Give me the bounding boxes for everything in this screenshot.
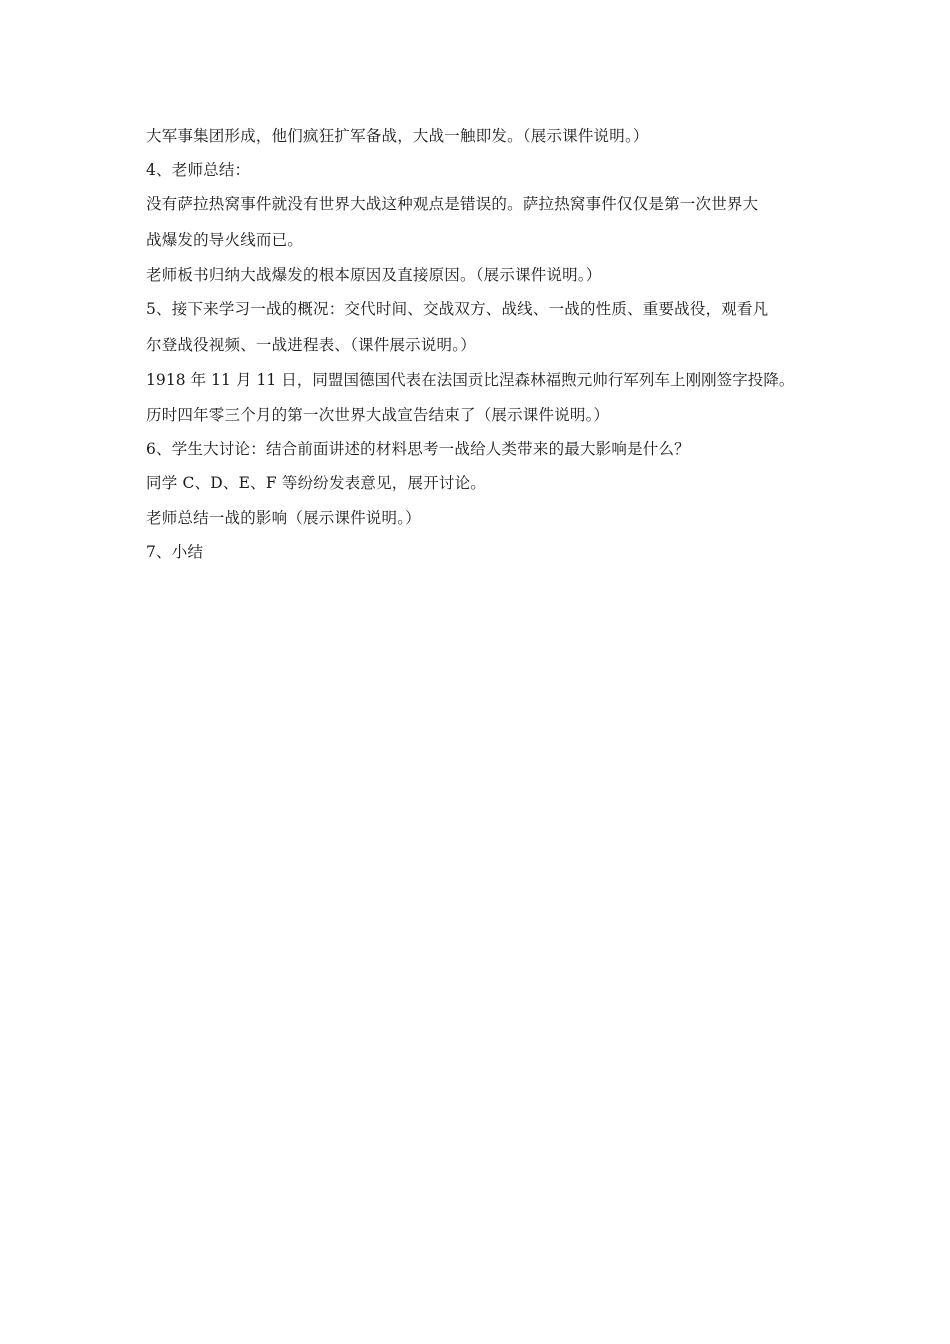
paragraph-line: 历时四年零三个月的第一次世界大战宣告结束了（展示课件说明。） [146,406,610,424]
paragraph-line: 没有萨拉热窝事件就没有世界大战这种观点是错误的。萨拉热窝事件仅仅是第一次世界大 [146,195,759,213]
paragraph-line: 大军事集团形成，他们疯狂扩军备战，大战一触即发。（展示课件说明。） [146,127,649,145]
paragraph-line: 老师总结一战的影响（展示课件说明。） [146,509,421,527]
section-heading-war-overview: 5、接下来学习一战的概况：交代时间、交战双方、战线、一战的性质、重要战役，观看凡 [146,300,769,318]
section-heading-teacher-summary: 4、老师总结： [146,161,251,179]
paragraph-line: 尔登战役视频、一战进程表、（课件展示说明。） [146,336,476,354]
paragraph-line: 老师板书归纳大战爆发的根本原因及直接原因。（展示课件说明。） [146,266,602,284]
section-heading-summary: 7、小结 [146,543,204,561]
paragraph-line: 同学 C、D、E、F 等纷纷发表意见，展开讨论。 [146,474,487,492]
section-heading-student-discussion: 6、学生大讨论：结合前面讲述的材料思考一战给人类带来的最大影响是什么？ [146,440,690,458]
paragraph-line: 1918 年 11 月 11 日，同盟国德国代表在法国贡比涅森林福煦元帅行军列车上刚刚签字投降。 [146,371,795,389]
paragraph-line: 战爆发的导火线而已。 [146,231,304,249]
